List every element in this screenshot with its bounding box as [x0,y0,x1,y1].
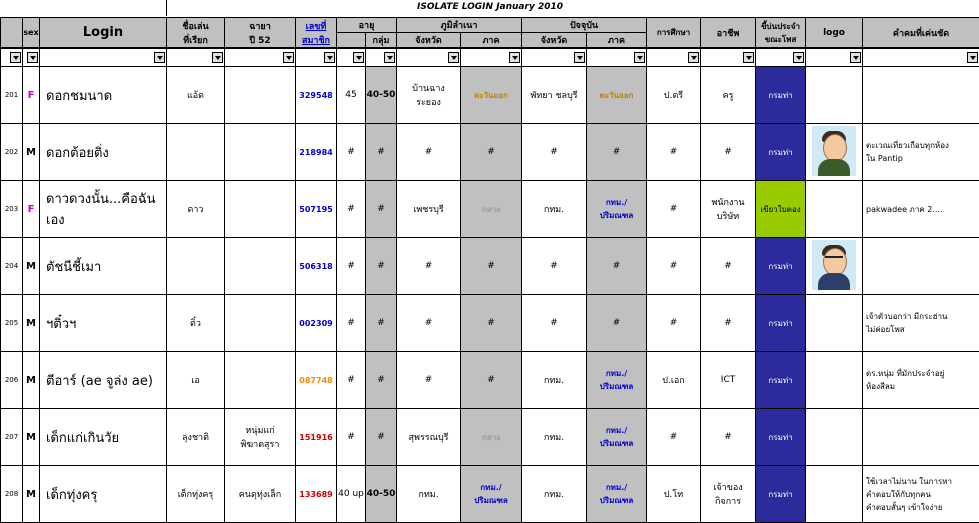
sheet-title: ISOLATE LOGIN January 2010 [416,2,563,12]
education-cell[interactable]: ป.ตรี [647,67,701,124]
occupation-cell[interactable]: เจ้าของ กิจการ [701,466,756,523]
chevron-down-icon[interactable] [574,52,585,63]
comment-cell[interactable]: ดร.หนุ่ม ที่มักประจำอยู่ ห้องสีลม [863,352,979,409]
current-province-cell[interactable]: กทม. [522,352,587,409]
filter-dropdown[interactable] [806,51,862,65]
comment-cell[interactable] [863,409,979,466]
title52-header: ฉายา ปี 52 [225,18,296,49]
filter-dropdown[interactable] [647,51,700,65]
sex-cell[interactable]: M [23,124,40,181]
login-cell[interactable]: ตีอาร์ (ae จูล่ง ae) [40,352,167,409]
age-group-header: กลุ่ม [366,33,397,49]
current-province-cell[interactable]: # [522,238,587,295]
member-no-cell[interactable]: 218984 [296,124,337,181]
filter-dropdown[interactable] [23,51,39,65]
comment-cell[interactable]: pakwadee ภาค 2.... [863,181,979,238]
filter-dropdown[interactable] [1,51,22,65]
current-region-cell[interactable]: กทม./ ปริมณฑล [587,409,647,466]
age-group-cell[interactable]: # [366,181,397,238]
education-cell[interactable]: # [647,295,701,352]
current-region-cell[interactable]: กทม./ ปริมณฑล [587,352,647,409]
age-cell[interactable]: # [337,238,366,295]
current-province-cell[interactable]: # [522,124,587,181]
current-province-cell[interactable]: กทม. [522,409,587,466]
nickname-cell[interactable]: ดาว [167,181,225,238]
education-cell[interactable]: ป.โท [647,466,701,523]
hometown-region-cell[interactable]: กลาง [461,181,522,238]
comment-cell[interactable]: ตะเวณเที่ยวเกือบทุกห้อง ใน Pantip [863,124,979,181]
title52-cell[interactable] [225,67,296,124]
specialty-cell[interactable]: กรมท่า [756,409,806,466]
current-province-header: จังหวัด [522,33,587,49]
age-group-cell[interactable]: # [366,238,397,295]
row-index-cell[interactable]: 206 [1,352,23,409]
login-cell[interactable]: ดอกต้อยติ่ง [40,124,167,181]
current-region-cell[interactable]: # [587,238,647,295]
row-index-cell[interactable]: 202 [1,124,23,181]
current-province-cell[interactable]: # [522,295,587,352]
age-cell[interactable]: 45 [337,67,366,124]
member-no-cell[interactable]: 506318 [296,238,337,295]
age-cell[interactable]: # [337,124,366,181]
occupation-header: อาชีพ [701,18,756,49]
hometown-header: ภูมิลำเนา [397,18,522,33]
age-sub-header [337,33,366,49]
member-no-cell[interactable]: 002309 [296,295,337,352]
filter-dropdown[interactable] [397,51,460,65]
chevron-down-icon[interactable] [10,52,21,63]
current-region-cell[interactable]: กทม./ ปริมณฑล [587,466,647,523]
title52-cell[interactable] [225,295,296,352]
title52-cell[interactable]: คนดุทุ่งเล็ก [225,466,296,523]
filter-dropdown[interactable] [701,51,755,65]
chevron-down-icon[interactable] [850,52,861,63]
hometown-province-cell[interactable]: # [397,124,461,181]
comment-header: คำคมที่เค่นชัด [863,18,979,49]
sex-cell[interactable]: M [23,409,40,466]
login-cell[interactable]: เด็กทุ่งครุ [40,466,167,523]
age-group-cell[interactable]: # [366,295,397,352]
current-province-cell[interactable]: กทม. [522,466,587,523]
logo-header: logo [806,18,863,49]
hometown-province-header: จังหวัด [397,33,461,49]
specialty-cell[interactable]: กรมท่า [756,238,806,295]
chevron-down-icon[interactable] [509,52,520,63]
age-group-cell[interactable]: # [366,124,397,181]
filter-dropdown[interactable] [461,51,521,65]
hometown-region-cell[interactable]: กทม./ ปริมณฑล [461,466,522,523]
education-cell[interactable]: # [647,181,701,238]
age-group-cell[interactable]: 40-50 [366,466,397,523]
login-cell[interactable]: เด็กแก่เกินวัย [40,409,167,466]
age-cell[interactable]: # [337,295,366,352]
specialty-cell[interactable]: กรมท่า [756,67,806,124]
sex-cell[interactable]: M [23,352,40,409]
current-region-cell[interactable]: # [587,124,647,181]
education-cell[interactable]: # [647,238,701,295]
login-cell[interactable]: ตัชนีชี้เมา [40,238,167,295]
row-index-cell[interactable]: 208 [1,466,23,523]
nickname-cell[interactable]: แอ้ด [167,67,225,124]
logo-cell[interactable] [806,67,863,124]
chevron-down-icon[interactable] [154,52,165,63]
education-cell[interactable]: # [647,409,701,466]
filter-dropdown[interactable] [863,51,979,65]
filter-dropdown[interactable] [40,51,166,65]
comment-cell[interactable]: เจ้าตัวบอกว่า มีกระฮ่าน ไม่ค่อยโพส [863,295,979,352]
logo-cell[interactable] [806,352,863,409]
row-index-cell[interactable]: 204 [1,238,23,295]
nickname-cell[interactable]: ติ๋ว [167,295,225,352]
occupation-cell[interactable]: # [701,238,756,295]
autofilter-row [1,48,979,67]
chevron-down-icon[interactable] [353,52,364,63]
sex-cell[interactable]: M [23,466,40,523]
occupation-cell[interactable]: ครู [701,67,756,124]
age-cell[interactable]: # [337,181,366,238]
specialty-cell[interactable]: กรมท่า [756,295,806,352]
filter-dropdown[interactable] [756,51,805,65]
row-index-header [1,18,23,49]
member-no-cell[interactable]: 329548 [296,67,337,124]
occupation-cell[interactable]: # [701,409,756,466]
chevron-down-icon[interactable] [384,52,395,63]
nickname-cell[interactable]: เด็กทุ่งครุ [167,466,225,523]
hometown-region-cell[interactable]: กลาง [461,409,522,466]
hometown-province-cell[interactable]: กทม. [397,466,461,523]
current-region-header: ภาค [587,33,647,49]
avatar-man-icon [812,126,856,176]
table-row [1,181,979,238]
title52-cell[interactable] [225,238,296,295]
table-row [1,124,979,181]
hometown-province-cell[interactable]: สุพรรณบุรี [397,409,461,466]
chevron-down-icon[interactable] [283,52,294,63]
hometown-region-cell[interactable]: # [461,352,522,409]
comment-cell[interactable] [863,238,979,295]
hometown-province-cell[interactable]: # [397,352,461,409]
member-no-cell[interactable]: 507195 [296,181,337,238]
row-index-cell[interactable]: 205 [1,295,23,352]
hometown-region-cell[interactable]: # [461,124,522,181]
hometown-province-cell[interactable]: # [397,295,461,352]
current-region-cell[interactable]: # [587,295,647,352]
filter-dropdown[interactable] [167,51,224,65]
row-index-cell[interactable]: 201 [1,67,23,124]
filter-dropdown[interactable] [366,51,396,65]
hometown-region-cell[interactable]: # [461,238,522,295]
row-index-cell[interactable]: 203 [1,181,23,238]
specialty-cell[interactable]: กรมท่า [756,124,806,181]
hometown-province-cell[interactable]: เพชรบุรี [397,181,461,238]
table-row [1,67,979,124]
age-group-cell[interactable]: # [366,352,397,409]
age-cell[interactable]: # [337,409,366,466]
filter-dropdown[interactable] [522,51,586,65]
occupation-cell[interactable]: # [701,124,756,181]
specialty-header: ขี้บ่นประจำ ขณะโพส [756,18,806,49]
member-no-cell[interactable]: 151916 [296,409,337,466]
login-cell[interactable]: ฯติ๋วฯ [40,295,167,352]
logo-cell[interactable] [806,238,863,295]
specialty-cell[interactable]: เขียวใบตอง [756,181,806,238]
member-no-header: เลขที่ สมาชิก [296,18,337,49]
login-header: Login [40,18,167,49]
comment-cell[interactable] [863,67,979,124]
chevron-down-icon[interactable] [743,52,754,63]
education-header: การศึกษา [647,18,701,49]
hometown-region-header: ภาค [461,33,522,49]
title52-cell[interactable]: หนุ่มแก่ พิฆาตสุรา [225,409,296,466]
login-cell[interactable]: ดอกชมนาด [40,67,167,124]
filter-dropdown[interactable] [296,51,336,65]
age-group-cell[interactable]: # [366,409,397,466]
chevron-down-icon[interactable] [793,52,804,63]
occupation-cell[interactable]: พนักงาน บริษัท [701,181,756,238]
member-table [0,17,979,523]
chevron-down-icon[interactable] [324,52,335,63]
table-row [1,466,979,523]
age-cell[interactable]: # [337,352,366,409]
member-no-cell[interactable]: 133689 [296,466,337,523]
member-no-cell[interactable]: 087748 [296,352,337,409]
chevron-down-icon[interactable] [688,52,699,63]
title52-cell[interactable] [225,352,296,409]
table-row [1,238,979,295]
nickname-cell[interactable] [167,238,225,295]
logo-cell[interactable] [806,181,863,238]
chevron-down-icon[interactable] [212,52,223,63]
age-cell[interactable]: 40 up [337,466,366,523]
sex-header: sex [23,18,40,49]
current-region-cell[interactable]: ตะวันออก [587,67,647,124]
hometown-province-cell[interactable]: บ้านฉาง ระยอง [397,67,461,124]
nickname-cell[interactable] [167,124,225,181]
sex-cell[interactable]: F [23,181,40,238]
avatar-glasses-icon [812,240,856,290]
nickname-header: ชื่อเล่น ที่เรียก [167,18,225,49]
divider [166,0,167,16]
age-header: อายุ [337,18,397,33]
sex-cell[interactable]: M [23,238,40,295]
age-group-cell[interactable]: 40-50 [366,67,397,124]
filter-dropdown[interactable] [225,51,295,65]
table-row [1,409,979,466]
row-index-cell[interactable]: 207 [1,409,23,466]
table-row [1,352,979,409]
logo-cell[interactable] [806,466,863,523]
chevron-down-icon[interactable] [448,52,459,63]
logo-cell[interactable] [806,295,863,352]
current-region-cell[interactable]: กทม./ ปริมณฑล [587,181,647,238]
current-province-cell[interactable]: กทม. [522,181,587,238]
sex-cell[interactable]: F [23,67,40,124]
occupation-cell[interactable]: # [701,295,756,352]
current-province-cell[interactable]: พัทยา ชลบุรี [522,67,587,124]
chevron-down-icon[interactable] [27,52,38,63]
current-header: ปัจจุบัน [522,18,647,33]
table-row [1,295,979,352]
logo-cell[interactable] [806,409,863,466]
occupation-cell[interactable]: ICT [701,352,756,409]
nickname-cell[interactable]: เอ [167,352,225,409]
education-cell[interactable]: ป.เอก [647,352,701,409]
sex-cell[interactable]: M [23,295,40,352]
specialty-cell[interactable]: กรมท่า [756,466,806,523]
filter-dropdown[interactable] [337,51,365,65]
chevron-down-icon[interactable] [634,52,645,63]
hometown-region-cell[interactable]: ตะวันออก [461,67,522,124]
comment-cell[interactable]: ใช้เวลาไม่นาน ในการหา คำตอบให้กับทุกคน คำตอบสั้นๆ เข้าใจง่าย [863,466,979,523]
specialty-cell[interactable]: กรมท่า [756,352,806,409]
hometown-province-cell[interactable]: # [397,238,461,295]
nickname-cell[interactable]: ลุงชาติ [167,409,225,466]
education-cell[interactable]: # [647,124,701,181]
hometown-region-cell[interactable]: # [461,295,522,352]
logo-cell[interactable] [806,124,863,181]
filter-dropdown[interactable] [587,51,646,65]
login-cell[interactable]: ดาวดวงนั้น...คือฉันเอง [40,181,167,238]
chevron-down-icon[interactable] [967,52,978,63]
title52-cell[interactable] [225,124,296,181]
title52-cell[interactable] [225,181,296,238]
